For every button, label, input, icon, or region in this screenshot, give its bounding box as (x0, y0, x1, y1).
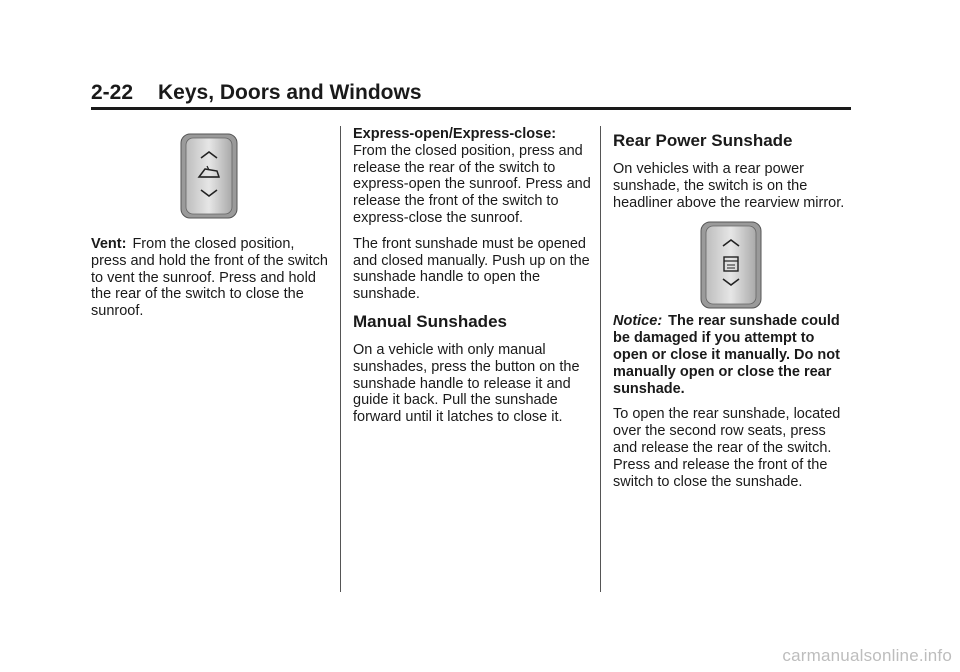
column-divider (600, 126, 601, 592)
column-divider (340, 126, 341, 592)
manual-sunshades-paragraph: On a vehicle with only manual sunshades, press the button on the sunshade handle to release it and guide it back. Pull the sunshade forward until it latches to close it. (353, 341, 580, 426)
vent-paragraph (91, 236, 331, 320)
notice-text: The rear sunshade could be damaged if you attempt to open or close it manually. Do not manually open or close the rear sunshade. (613, 313, 840, 397)
watermark: carmanualsonline.info (782, 646, 952, 665)
express-paragraph (353, 126, 593, 227)
front-sunshade-paragraph: The front sunshade must be opened and closed manually. Push up on the sunshade handle to open the sunshade. (353, 235, 590, 303)
rear-intro-paragraph: On vehicles with a rear power sunshade, the switch is on the headliner above the rearview mirror. (613, 161, 845, 211)
express-text: From the closed position, press and release the rear of the switch to express-open the sunroof. Press and release the front of the switch to express-close the sunroof. (353, 142, 591, 226)
manual-sunshades-heading: Manual Sunshades (353, 311, 507, 331)
vent-label: Vent: (91, 236, 127, 252)
express-label: Express-open/Express-close: (353, 126, 557, 142)
page-number: 2-22 (91, 81, 134, 104)
notice-paragraph (613, 313, 853, 397)
sunroof-switch-icon (180, 133, 238, 219)
chapter-title: Keys, Doors and Windows (158, 81, 422, 104)
column-3 (613, 126, 853, 499)
column-1 (91, 236, 331, 329)
vent-text: From the closed position, press and hold the front of the switch to vent the sunroof. Press and hold the rear of the switch to close the sunroof. (91, 236, 328, 320)
column-2 (353, 126, 593, 435)
notice-label: Notice: (613, 313, 663, 330)
rear-instructions-paragraph: To open the rear sunshade, located over the second row seats, press and release the rear of the switch. Press and release the front of the switch to close the sunshade. (613, 406, 841, 490)
rear-power-sunshade-heading: Rear Power Sunshade (613, 131, 793, 150)
page-header (91, 79, 851, 110)
